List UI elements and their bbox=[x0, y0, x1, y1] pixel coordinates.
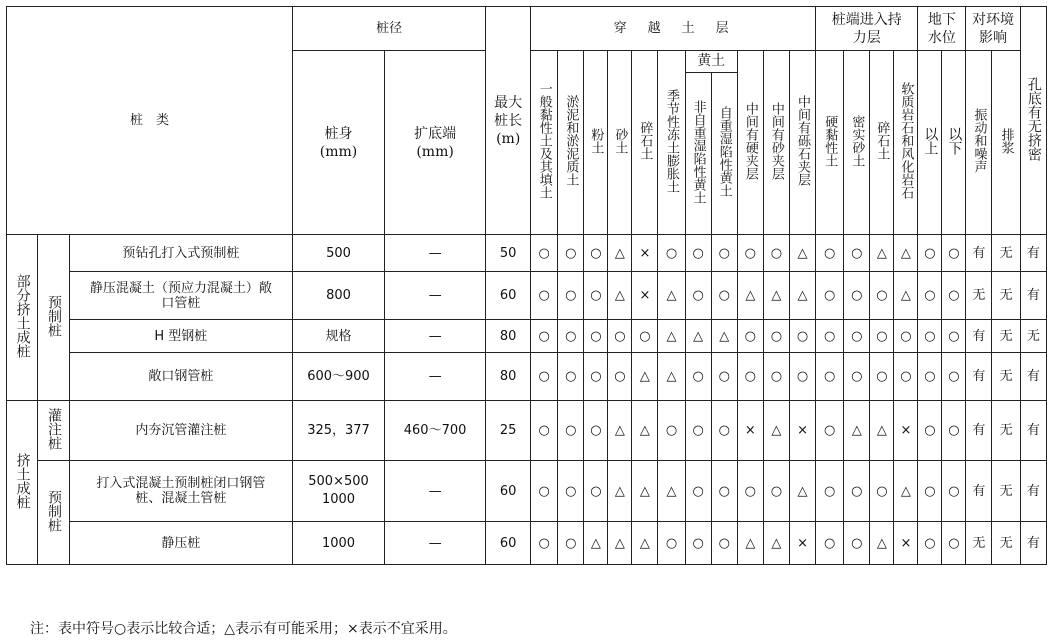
suitability-cell: ○ bbox=[816, 522, 844, 565]
pile-name: 内夯沉管灌注桩 bbox=[69, 401, 292, 461]
suitability-cell: ○ bbox=[558, 320, 584, 353]
soil-col-9 bbox=[763, 51, 789, 235]
suitability-cell: △ bbox=[894, 235, 918, 272]
suitability-cell: ○ bbox=[737, 461, 763, 522]
soil-col-5-label: 季节性冻土膨胀土 bbox=[664, 88, 680, 193]
suitability-cell: ○ bbox=[870, 272, 894, 320]
env-col-1-label: 排浆 bbox=[998, 127, 1014, 154]
suitability-cell: ○ bbox=[558, 522, 584, 565]
hole-squeeze: 有 bbox=[1020, 461, 1046, 522]
pile-enlarged-base: — bbox=[384, 235, 485, 272]
hole-squeeze: 有 bbox=[1020, 353, 1046, 401]
pile-shaft: 600～900 bbox=[293, 353, 385, 401]
table-row bbox=[7, 461, 1047, 522]
pile-selection-table bbox=[6, 6, 1047, 565]
water-col-1-label: 以下 bbox=[946, 126, 963, 155]
soil-col-4 bbox=[632, 51, 658, 235]
suitability-cell: ○ bbox=[531, 461, 558, 522]
pile-name: 预钻孔打入式预制桩 bbox=[69, 235, 292, 272]
soil-col-6 bbox=[685, 73, 711, 235]
suitability-cell: △ bbox=[608, 461, 632, 522]
header-max-length bbox=[486, 7, 531, 235]
header-groundwater bbox=[918, 7, 966, 51]
suitability-cell: ○ bbox=[584, 272, 608, 320]
suitability-cell: ○ bbox=[942, 272, 966, 320]
water-col-0 bbox=[918, 51, 942, 235]
suitability-cell: ○ bbox=[685, 272, 711, 320]
suitability-cell: ○ bbox=[711, 461, 737, 522]
bearing-col-1 bbox=[844, 51, 870, 235]
pile-max-length: 60 bbox=[486, 522, 531, 565]
pile-table-wrapper bbox=[6, 6, 1047, 565]
bearing-col-2 bbox=[870, 51, 894, 235]
pile-name: 敞口钢管桩 bbox=[69, 353, 292, 401]
group-label bbox=[7, 401, 38, 565]
suitability-cell: ○ bbox=[918, 320, 942, 353]
bearing-col-2-label: 碎石土 bbox=[874, 121, 890, 160]
header-hole-squeeze bbox=[1020, 7, 1046, 235]
header-bearing-layer bbox=[816, 7, 918, 51]
pile-enlarged-base: — bbox=[384, 272, 485, 320]
header-pile-diameter: 桩径 bbox=[293, 7, 486, 51]
suitability-cell: ○ bbox=[942, 320, 966, 353]
suitability-cell: ○ bbox=[844, 320, 870, 353]
slurry: 无 bbox=[992, 522, 1020, 565]
suitability-cell: ○ bbox=[816, 353, 844, 401]
pile-shaft: 500×500 1000 bbox=[293, 461, 385, 522]
water-col-1 bbox=[942, 51, 966, 235]
suitability-cell: ○ bbox=[789, 320, 815, 353]
suitability-cell: ○ bbox=[870, 461, 894, 522]
suitability-cell: ○ bbox=[844, 522, 870, 565]
suitability-cell: ○ bbox=[918, 272, 942, 320]
suitability-cell: × bbox=[789, 522, 815, 565]
environment-label: 对环境影响 bbox=[972, 11, 1015, 46]
suitability-cell: ○ bbox=[918, 401, 942, 461]
soil-col-8-label: 中间有硬夹层 bbox=[742, 101, 758, 180]
suitability-cell: ○ bbox=[737, 320, 763, 353]
pile-max-length: 80 bbox=[486, 353, 531, 401]
suitability-cell: ○ bbox=[844, 235, 870, 272]
suitability-cell: ○ bbox=[918, 522, 942, 565]
max-length-unit: (m) bbox=[496, 130, 521, 147]
suitability-cell: △ bbox=[608, 401, 632, 461]
suitability-cell: △ bbox=[789, 272, 815, 320]
soil-col-6-label: 非自重湿陷性黄土 bbox=[690, 99, 706, 204]
soil-col-5 bbox=[658, 51, 685, 235]
suitability-cell: △ bbox=[763, 401, 789, 461]
suitability-cell: × bbox=[894, 522, 918, 565]
suitability-cell: ○ bbox=[942, 353, 966, 401]
pile-enlarged-base: — bbox=[384, 320, 485, 353]
suitability-cell: × bbox=[894, 401, 918, 461]
vibration-noise: 无 bbox=[966, 272, 992, 320]
suitability-cell: △ bbox=[763, 522, 789, 565]
suitability-cell: △ bbox=[632, 522, 658, 565]
bearing-col-1-label: 密实砂土 bbox=[849, 114, 865, 167]
suitability-cell: ○ bbox=[658, 522, 685, 565]
hole-squeeze: 有 bbox=[1020, 272, 1046, 320]
vibration-noise: 无 bbox=[966, 522, 992, 565]
suitability-cell: △ bbox=[584, 522, 608, 565]
suitability-cell: ○ bbox=[531, 522, 558, 565]
suitability-cell: ○ bbox=[870, 353, 894, 401]
header-shaft bbox=[293, 51, 385, 235]
shaft-unit: (mm) bbox=[319, 143, 358, 160]
suitability-cell: ○ bbox=[763, 353, 789, 401]
suitability-cell: ○ bbox=[584, 320, 608, 353]
soil-col-9-label: 中间有砂夹层 bbox=[768, 101, 784, 180]
pile-max-length: 25 bbox=[486, 401, 531, 461]
hole-squeeze: 有 bbox=[1020, 522, 1046, 565]
soil-col-1 bbox=[558, 51, 584, 235]
suitability-cell: ○ bbox=[531, 401, 558, 461]
pile-name: 打入式混凝土预制桩闭口钢管桩、混凝土管桩 bbox=[69, 461, 292, 522]
suitability-cell: ○ bbox=[685, 235, 711, 272]
env-col-1 bbox=[992, 51, 1020, 235]
pile-name: H 型钢桩 bbox=[69, 320, 292, 353]
bearing-col-3 bbox=[894, 51, 918, 235]
soil-col-10-label: 中间有砾石夹层 bbox=[795, 95, 811, 186]
suitability-cell: ○ bbox=[844, 461, 870, 522]
pile-shaft: 500 bbox=[293, 235, 385, 272]
suitability-cell: ○ bbox=[844, 353, 870, 401]
table-row bbox=[7, 235, 1047, 272]
suitability-cell: ○ bbox=[918, 235, 942, 272]
suitability-cell: ○ bbox=[558, 401, 584, 461]
suitability-cell: ○ bbox=[737, 235, 763, 272]
vibration-noise: 有 bbox=[966, 320, 992, 353]
suitability-cell: △ bbox=[658, 461, 685, 522]
suitability-cell: △ bbox=[763, 272, 789, 320]
pile-max-length: 50 bbox=[486, 235, 531, 272]
suitability-cell: ○ bbox=[531, 320, 558, 353]
subgroup-label-text: 灌注桩 bbox=[45, 407, 62, 450]
suitability-cell: ○ bbox=[711, 235, 737, 272]
pile-enlarged-base: — bbox=[384, 461, 485, 522]
suitability-cell: △ bbox=[737, 522, 763, 565]
suitability-cell: ○ bbox=[608, 353, 632, 401]
suitability-cell: ○ bbox=[918, 353, 942, 401]
slurry: 无 bbox=[992, 235, 1020, 272]
slurry: 无 bbox=[992, 320, 1020, 353]
suitability-cell: △ bbox=[658, 320, 685, 353]
soil-col-3-label: 砂土 bbox=[612, 127, 628, 154]
table-row bbox=[7, 522, 1047, 565]
suitability-cell: ○ bbox=[816, 235, 844, 272]
suitability-cell: △ bbox=[870, 522, 894, 565]
suitability-cell: ○ bbox=[685, 401, 711, 461]
header-through-soil: 穿 越 土 层 bbox=[531, 7, 816, 51]
suitability-cell: ○ bbox=[531, 235, 558, 272]
suitability-cell: ○ bbox=[737, 353, 763, 401]
suitability-cell: △ bbox=[685, 320, 711, 353]
soil-col-3 bbox=[608, 51, 632, 235]
suitability-cell: △ bbox=[789, 235, 815, 272]
hole-squeeze: 有 bbox=[1020, 401, 1046, 461]
suitability-cell: ○ bbox=[632, 320, 658, 353]
pile-name: 静压混凝土（预应力混凝土）敞口管桩 bbox=[69, 272, 292, 320]
suitability-cell: ○ bbox=[763, 235, 789, 272]
suitability-cell: ○ bbox=[711, 522, 737, 565]
suitability-cell: △ bbox=[608, 522, 632, 565]
soil-col-2 bbox=[584, 51, 608, 235]
suitability-cell: ○ bbox=[942, 461, 966, 522]
soil-col-0 bbox=[531, 51, 558, 235]
suitability-cell: ○ bbox=[584, 401, 608, 461]
group-label bbox=[7, 235, 38, 401]
table-row bbox=[7, 272, 1047, 320]
suitability-cell: △ bbox=[632, 461, 658, 522]
vibration-noise: 有 bbox=[966, 235, 992, 272]
group-label-text: 挤土成桩 bbox=[14, 452, 31, 509]
soil-col-8 bbox=[737, 51, 763, 235]
subgroup-label-text: 预制桩 bbox=[45, 489, 62, 532]
suitability-cell: ○ bbox=[608, 320, 632, 353]
suitability-cell: ○ bbox=[844, 272, 870, 320]
slurry: 无 bbox=[992, 353, 1020, 401]
hole-squeeze: 无 bbox=[1020, 320, 1046, 353]
slurry: 无 bbox=[992, 272, 1020, 320]
suitability-cell: △ bbox=[658, 353, 685, 401]
table-row bbox=[7, 320, 1047, 353]
suitability-cell: ○ bbox=[816, 401, 844, 461]
suitability-cell: ○ bbox=[658, 401, 685, 461]
pile-enlarged-base: 460～700 bbox=[384, 401, 485, 461]
bearing-col-3-label: 软质岩石和风化岩石 bbox=[898, 82, 914, 199]
suitability-cell: ○ bbox=[711, 353, 737, 401]
pile-max-length: 60 bbox=[486, 461, 531, 522]
suitability-cell: ○ bbox=[711, 272, 737, 320]
suitability-cell: △ bbox=[870, 235, 894, 272]
group-label-text: 部分挤土成桩 bbox=[14, 273, 31, 358]
suitability-cell: ○ bbox=[763, 461, 789, 522]
bearing-layer-label: 桩端进入持力层 bbox=[831, 11, 902, 46]
pile-enlarged-base: — bbox=[384, 353, 485, 401]
hole-squeeze: 有 bbox=[1020, 235, 1046, 272]
suitability-cell: ○ bbox=[816, 320, 844, 353]
suitability-cell: ○ bbox=[870, 320, 894, 353]
subgroup-label bbox=[38, 401, 69, 461]
table-row bbox=[7, 353, 1047, 401]
suitability-cell: ○ bbox=[942, 401, 966, 461]
soil-col-7-label: 自重湿陷性黄土 bbox=[716, 106, 732, 197]
suitability-cell: ○ bbox=[584, 353, 608, 401]
header-environment bbox=[966, 7, 1020, 51]
suitability-cell: ○ bbox=[558, 235, 584, 272]
water-col-0-label: 以上 bbox=[922, 126, 939, 155]
suitability-cell: ○ bbox=[685, 461, 711, 522]
suitability-cell: △ bbox=[711, 320, 737, 353]
subgroup-label bbox=[38, 235, 69, 401]
header-enlarged-base bbox=[384, 51, 485, 235]
suitability-cell: × bbox=[737, 401, 763, 461]
suitability-cell: ○ bbox=[584, 235, 608, 272]
suitability-cell: ○ bbox=[894, 353, 918, 401]
suitability-cell: ○ bbox=[558, 353, 584, 401]
soil-col-2-label: 粉土 bbox=[588, 127, 604, 154]
suitability-cell: △ bbox=[632, 401, 658, 461]
pile-shaft: 规格 bbox=[293, 320, 385, 353]
suitability-cell: ○ bbox=[531, 353, 558, 401]
suitability-cell: △ bbox=[870, 401, 894, 461]
max-length-label: 最大桩长 bbox=[494, 94, 523, 129]
suitability-cell: ○ bbox=[711, 401, 737, 461]
suitability-cell: ○ bbox=[584, 461, 608, 522]
pile-max-length: 80 bbox=[486, 320, 531, 353]
soil-col-0-label: 一般黏性土及其填土 bbox=[536, 82, 552, 199]
table-footnote: 注：表中符号○表示比较合适；△表示有可能采用；×表示不宜采用。 bbox=[30, 621, 457, 637]
header-loess: 黄土 bbox=[685, 51, 737, 73]
hole-squeeze-label: 孔底有无挤密 bbox=[1025, 76, 1042, 161]
suitability-cell: △ bbox=[658, 272, 685, 320]
suitability-cell: ○ bbox=[894, 320, 918, 353]
suitability-cell: ○ bbox=[685, 353, 711, 401]
table-row bbox=[7, 401, 1047, 461]
suitability-cell: ○ bbox=[558, 461, 584, 522]
suitability-cell: × bbox=[632, 272, 658, 320]
suitability-cell: ○ bbox=[942, 522, 966, 565]
vibration-noise: 有 bbox=[966, 353, 992, 401]
suitability-cell: ○ bbox=[558, 272, 584, 320]
enlarged-base-label: 扩底端 bbox=[414, 125, 457, 142]
pile-name: 静压桩 bbox=[69, 522, 292, 565]
soil-col-7 bbox=[711, 73, 737, 235]
pile-enlarged-base: — bbox=[384, 522, 485, 565]
pile-table-body bbox=[7, 235, 1047, 565]
suitability-cell: △ bbox=[844, 401, 870, 461]
suitability-cell: △ bbox=[632, 353, 658, 401]
slurry: 无 bbox=[992, 461, 1020, 522]
groundwater-label: 地下水位 bbox=[927, 11, 956, 46]
suitability-cell: × bbox=[789, 401, 815, 461]
shaft-label: 桩身 bbox=[324, 125, 353, 142]
bearing-col-0-label: 硬黏性土 bbox=[822, 114, 838, 167]
suitability-cell: ○ bbox=[531, 272, 558, 320]
suitability-cell: ○ bbox=[658, 235, 685, 272]
suitability-cell: ○ bbox=[789, 353, 815, 401]
slurry: 无 bbox=[992, 401, 1020, 461]
soil-col-4-label: 碎石土 bbox=[637, 121, 653, 160]
suitability-cell: △ bbox=[894, 272, 918, 320]
suitability-cell: △ bbox=[737, 272, 763, 320]
suitability-cell: ○ bbox=[816, 272, 844, 320]
suitability-cell: △ bbox=[894, 461, 918, 522]
suitability-cell: ○ bbox=[918, 461, 942, 522]
header-pile-type: 桩 类 bbox=[7, 7, 293, 235]
suitability-cell: △ bbox=[789, 461, 815, 522]
suitability-cell: △ bbox=[608, 235, 632, 272]
pile-max-length: 60 bbox=[486, 272, 531, 320]
vibration-noise: 有 bbox=[966, 401, 992, 461]
vibration-noise: 有 bbox=[966, 461, 992, 522]
pile-shaft: 1000 bbox=[293, 522, 385, 565]
suitability-cell: ○ bbox=[763, 320, 789, 353]
suitability-cell: ○ bbox=[942, 235, 966, 272]
pile-shaft: 800 bbox=[293, 272, 385, 320]
suitability-cell: × bbox=[632, 235, 658, 272]
soil-col-1-label: 淤泥和淤泥质土 bbox=[563, 95, 579, 186]
enlarged-base-unit: (mm) bbox=[416, 143, 454, 160]
suitability-cell: ○ bbox=[816, 461, 844, 522]
env-col-0-label: 振动和噪声 bbox=[971, 108, 987, 173]
subgroup-label bbox=[38, 461, 69, 565]
subgroup-label-text: 预制桩 bbox=[45, 294, 62, 337]
soil-col-10 bbox=[789, 51, 815, 235]
suitability-cell: ○ bbox=[685, 522, 711, 565]
pile-shaft: 325，377 bbox=[293, 401, 385, 461]
bearing-col-0 bbox=[816, 51, 844, 235]
env-col-0 bbox=[966, 51, 992, 235]
suitability-cell: △ bbox=[608, 272, 632, 320]
